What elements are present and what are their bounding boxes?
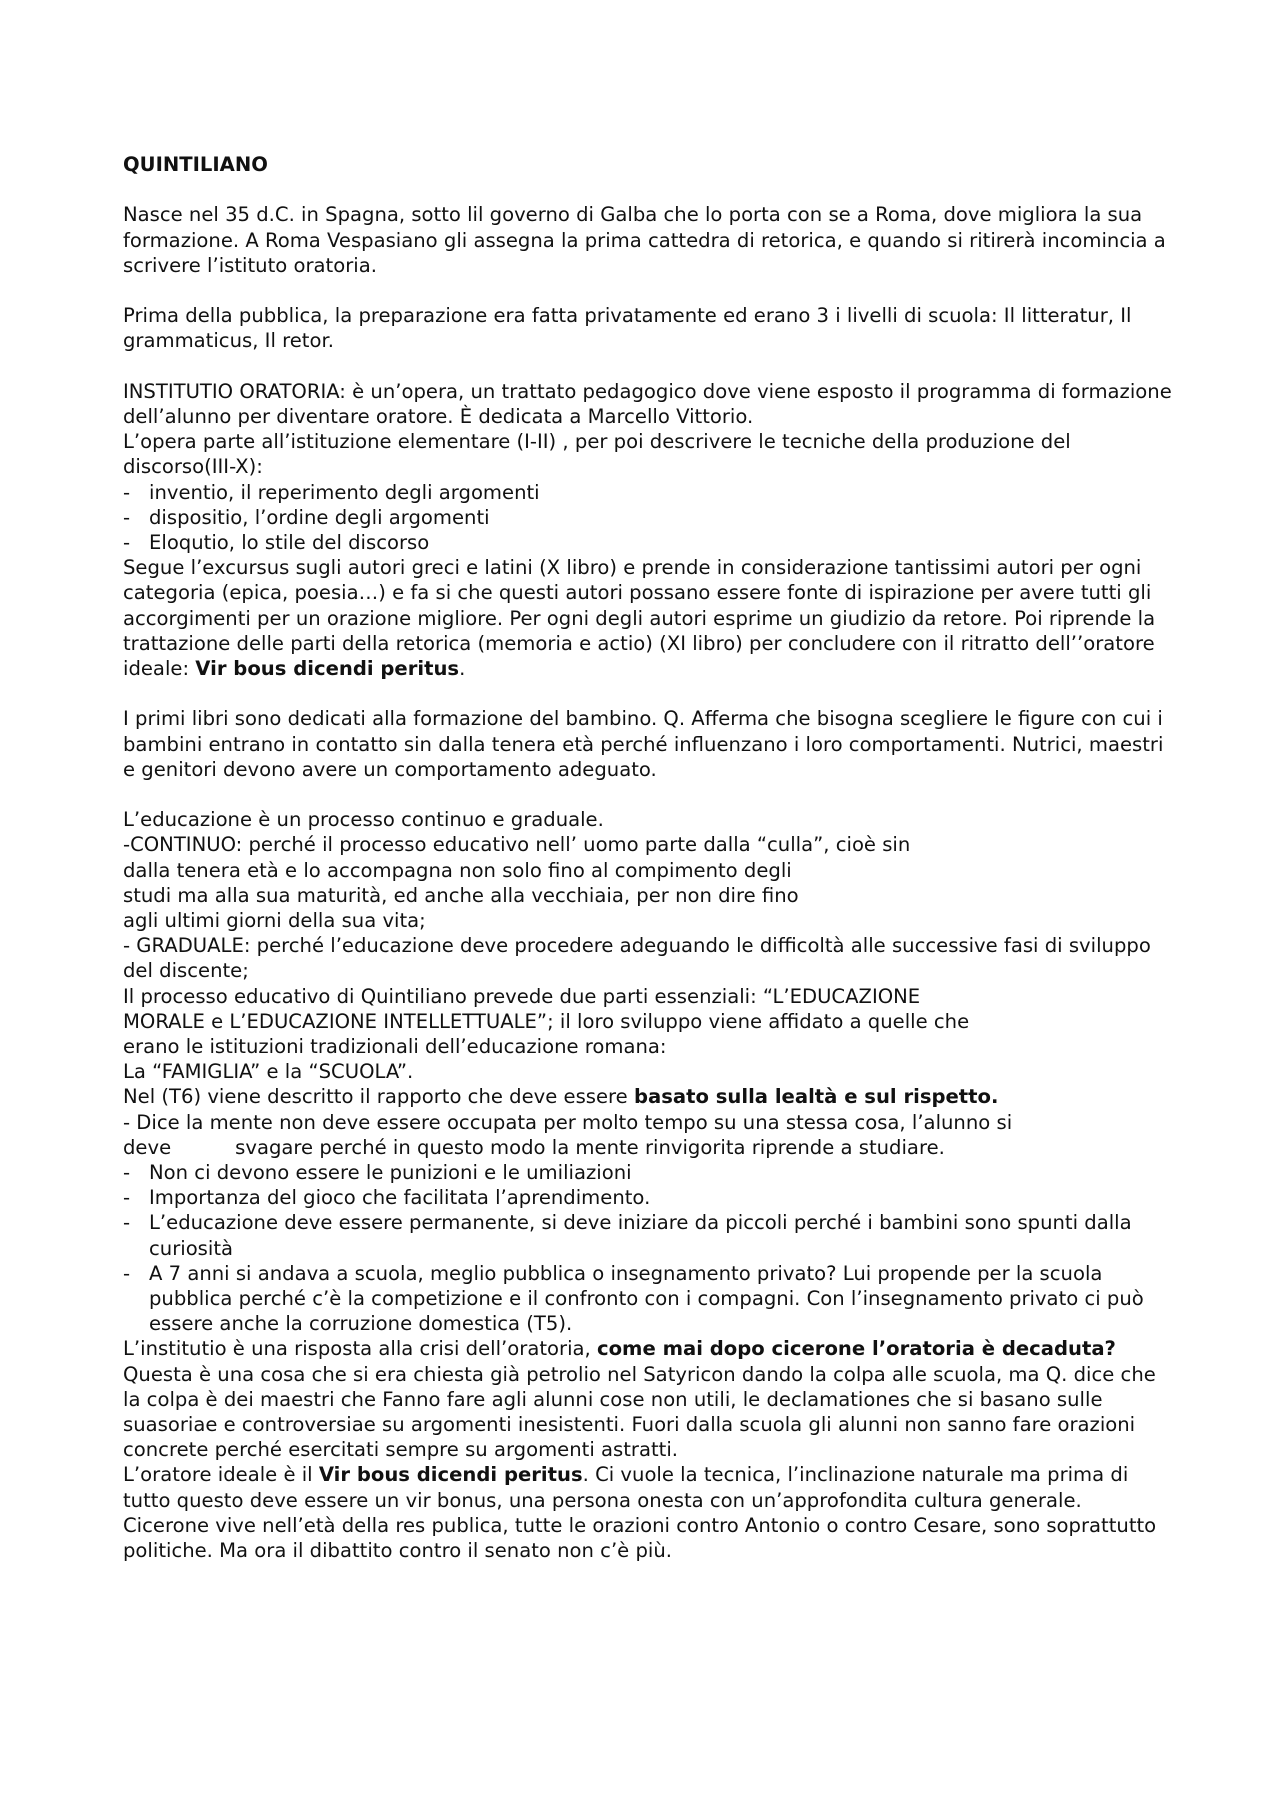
- paragraph-cicerone: Cicerone vive nell’età della res publica, tutte le orazioni contro Antonio o contro Cesare, sono soprattutto politiche. Ma ora il dibattito contro il senato non c’è più.: [123, 1513, 1157, 1563]
- paragraph-first-books: I primi libri sono dedicati alla formazione del bambino. Q. Afferma che bisogna scegliere le figure con cui i bambini entrano in contatto sin dalla tenera età perché influenzano i loro comportamenti. Nutrici, maestri e genitori devono avere un comportamento adeguato.: [123, 707, 1164, 781]
- text-line: -CONTINUO: perché il processo educativo nell’ uomo parte dalla “culla”, cioè sin: [123, 833, 911, 857]
- paragraph-excursus: Segue l’excursus sugli autori greci e latini (X libro) e prende in considerazione tantissimi autori per ogni categoria (epica, poesia…) e fa si che questi autori possano essere fonte di ispirazione per avere tutti gli accorgimenti per un orazione migliore. Per ogni degli autori esprime un giudizio da retore. Poi riprende la trattazione delle parti della retorica (memoria e actio) (XI libro) per concludere con il ritratto dell’’oratore ideale: Vir bous dicendi peritus.: [123, 556, 1156, 681]
- paragraph-crisis: L’institutio è una risposta alla crisi dell’oratoria, come mai dopo cicerone l’oratoria è decaduta? Questa è una cosa che si era chiesta già petrolio nel Satyricon dando la colpa alle scuola, ma Q. dice che la colpa è dei maestri che Fanno fare agli alunni cose non utili, le declamationes che si basano sulle suasoriae e controversiae su argomenti inesistenti. Fuori dalla scuola gli alunni non sanno fare orazioni concrete perché esercitati sempre su argomenti astratti.: [123, 1337, 1156, 1462]
- text-line: - Dice la mente non deve essere occupata per molto tempo su una stessa cosa, l’alunno si: [123, 1110, 1013, 1134]
- list-item: - L’educazione deve essere permanente, si deve iniziare da piccoli perché i bambini sono spunti dalla curiosità: [123, 1211, 1132, 1260]
- list-item: - Importanza del gioco che facilitata l’aprendimento.: [123, 1186, 651, 1210]
- text-line: MORALE e L’EDUCAZIONE INTELLETTUALE”; il loro sviluppo viene affidato a quelle che: [123, 1009, 970, 1033]
- list-item: - Eloqutio, lo stile del discorso: [123, 531, 430, 554]
- text-line: studi ma alla sua maturità, ed anche alla vecchiaia, per non dire fino: [123, 883, 799, 907]
- text-line: Il processo educativo di Quintiliano prevede due parti essenziali: “L’EDUCAZIONE: [123, 984, 921, 1008]
- paragraph-school-levels: Prima della pubblica, la preparazione era fatta privatamente ed erano 3 i livelli di scuola: Il litteratur, Il grammaticus, Il retor.: [123, 304, 1132, 353]
- bold-phrase: Vir bous dicendi peritus: [318, 1463, 583, 1487]
- rhetoric-parts-list: [123, 480, 1173, 556]
- text-line: deve svagare perché in questo modo la mente rinvigorita riprende a studiare.: [123, 1135, 945, 1159]
- paragraph-opera: L’opera parte all’istituzione elementare (I-II) , per poi descrivere le tecniche della produzione del discorso(III-X):: [123, 430, 1071, 479]
- bold-phrase: come mai dopo cicerone l’oratoria è decaduta?: [596, 1337, 1116, 1361]
- paragraph-birth: Nasce nel 35 d.C. in Spagna, sotto lil governo di Galba che lo porta con se a Roma, dove migliora la sua formazione. A Roma Vespasiano gli assegna la prima cattedra di retorica, e quando si ritirerà incomincia a scrivere l’istituto oratoria.: [123, 203, 1166, 277]
- list-item: - A 7 anni si andava a scuola, meglio pubblica o insegnamento privato? Lui propende per la scuola pubblica perché c’è la competizione e il confronto con i compagni. Con l’insegnamento privato ci può essere anche la corruzione domestica (T5).: [123, 1261, 1144, 1336]
- paragraph-graduale: - GRADUALE: perché l’educazione deve procedere adeguando le difficoltà alle successive fasi di sviluppo del discente;: [123, 934, 1151, 983]
- list-item: - Non ci devono essere le punizioni e le umiliazioni: [123, 1161, 632, 1185]
- page-title: QUINTILIANO: [123, 153, 268, 176]
- paragraph-ideal-orator: L’oratore ideale è il Vir bous dicendi peritus. Ci vuole la tecnica, l’inclinazione naturale ma prima di tutto questo deve essere un vir bonus, una persona onesta con un’approfondita cultura generale.: [123, 1463, 1129, 1512]
- education-points-list: [123, 1160, 1173, 1336]
- bold-phrase: Vir bous dicendi peritus: [195, 657, 460, 681]
- text-line: agli ultimi giorni della sua vita;: [123, 909, 426, 933]
- list-item: - inventio, il reperimento degli argomenti: [123, 480, 540, 504]
- paragraph-institutio: INSTITUTIO ORATORIA: è un’opera, un trattato pedagogico dove viene esposto il programma di formazione dell’alunno per diventare oratore. È dedicata a Marcello Vittorio.: [123, 379, 1172, 428]
- text-line: erano le istituzioni tradizionali dell’educazione romana:: [123, 1035, 667, 1059]
- document-page: [123, 152, 1173, 1563]
- list-item: - dispositio, l’ordine degli argomenti: [123, 505, 490, 529]
- paragraph-t6: Nel (T6) viene descritto il rapporto che deve essere basato sulla lealtà e sul rispetto.: [123, 1085, 999, 1109]
- bold-phrase: basato sulla lealtà e sul rispetto.: [633, 1085, 999, 1109]
- paragraph-education: L’educazione è un processo continuo e graduale.: [123, 808, 604, 832]
- text-line: dalla tenera età e lo accompagna non solo fino al compimento degli: [123, 858, 792, 882]
- text-line: La “FAMIGLIA” e la “SCUOLA”.: [123, 1060, 414, 1084]
